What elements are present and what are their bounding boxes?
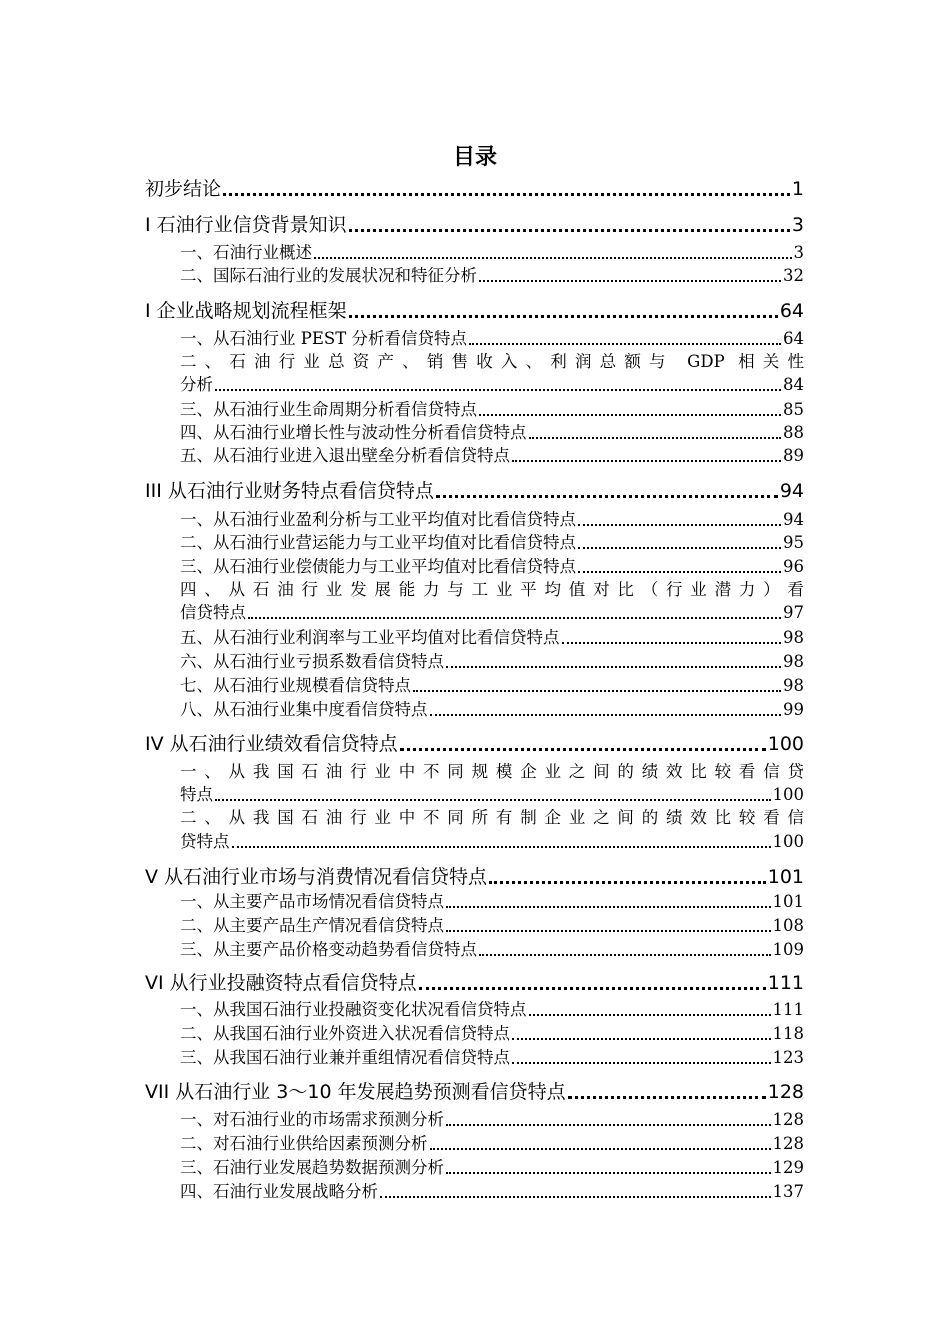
toc-item-text: 三、从石油行业生命周期分析看信贷特点 <box>180 400 477 419</box>
toc-item[interactable] <box>180 674 804 697</box>
toc-item-text: 二、从我国石油行业外资进入状况看信贷特点 <box>180 1024 510 1043</box>
toc-page-number: 129 <box>772 1158 804 1177</box>
toc-page-number: 32 <box>783 266 804 285</box>
toc-page-number: 3 <box>793 243 804 262</box>
toc-page-number: 109 <box>772 940 804 959</box>
toc-item[interactable] <box>180 241 804 264</box>
toc-item-text: 一、石油行业概述 <box>180 243 312 262</box>
toc-item-text: 七、从石油行业规模看信贷特点 <box>180 676 411 695</box>
dot-leader <box>223 193 790 196</box>
toc-item[interactable] <box>180 783 804 806</box>
toc-page-number: 128 <box>767 1081 804 1103</box>
toc-item[interactable] <box>180 1022 804 1045</box>
dot-leader <box>349 229 790 232</box>
dot-leader <box>562 642 782 644</box>
toc-page-number: 101 <box>772 892 804 911</box>
toc-item[interactable] <box>180 531 804 554</box>
toc-item[interactable] <box>180 327 804 350</box>
toc-item[interactable] <box>180 508 804 531</box>
toc-page-number: 64 <box>779 300 804 322</box>
toc-page-number: 128 <box>772 1134 804 1153</box>
dot-leader <box>469 343 781 345</box>
dot-leader <box>489 881 766 884</box>
toc-heading-text: VII 从石油行业 3～10 年发展趋势预测看信贷特点 <box>145 1081 566 1103</box>
toc-item-wrapped-line: 一、从我国石油行业中不同规模企业之间的绩效比较看信贷 <box>180 762 804 781</box>
toc-item[interactable] <box>180 914 804 937</box>
toc-page-number: 85 <box>783 400 804 419</box>
toc-item-text: 六、从石油行业亏损系数看信贷特点 <box>180 652 444 671</box>
toc-item-wrapped-line: 二、石油行业总资产、销售收入、利润总额与 GDP 相关性 <box>180 352 804 371</box>
toc-item[interactable] <box>180 398 804 421</box>
toc-item-text: 一、从我国石油行业投融资变化状况看信贷特点 <box>180 1000 527 1019</box>
toc-item-text: 三、从主要产品价格变动趋势看信贷特点 <box>180 940 477 959</box>
toc-page-number: 95 <box>783 533 804 552</box>
toc-item[interactable] <box>180 830 804 853</box>
toc-page-number: 99 <box>783 700 804 719</box>
toc-page-number: 101 <box>767 866 804 888</box>
toc-page-number: 100 <box>772 785 804 804</box>
dot-leader <box>568 1096 766 1099</box>
toc-heading-text: 初步结论 <box>145 178 222 200</box>
toc-page-number: 88 <box>783 423 804 442</box>
toc-item-text: 一、从石油行业盈利分析与工业平均值对比看信贷特点 <box>180 510 576 529</box>
toc-item-text: 二、从主要产品生产情况看信贷特点 <box>180 916 444 935</box>
toc-item-text: 三、从石油行业偿债能力与工业平均值对比看信贷特点 <box>180 557 576 576</box>
toc-page-number: 98 <box>783 652 804 671</box>
toc-heading-text: VI 从行业投融资特点看信贷特点 <box>145 972 417 994</box>
toc-page-number: 108 <box>772 916 804 935</box>
dot-leader <box>215 389 781 391</box>
toc-heading[interactable] <box>145 478 804 504</box>
toc-heading[interactable] <box>145 298 804 324</box>
toc-page-number: 137 <box>772 1182 804 1201</box>
dot-leader <box>400 748 766 751</box>
toc-heading[interactable] <box>145 212 804 238</box>
toc-heading[interactable] <box>145 1079 804 1105</box>
toc-page-number: 111 <box>767 972 804 994</box>
toc-item[interactable] <box>180 626 804 649</box>
dot-leader <box>578 524 781 526</box>
toc-item-text: 二、对石油行业供给因素预测分析 <box>180 1134 428 1153</box>
toc-item-text: 八、从石油行业集中度看信贷特点 <box>180 700 428 719</box>
dot-leader <box>446 666 781 668</box>
toc-item[interactable] <box>180 998 804 1021</box>
toc-item-text: 贷特点 <box>180 832 230 851</box>
toc-page-number: 98 <box>783 628 804 647</box>
toc-heading[interactable] <box>145 970 804 996</box>
toc-item-text: 一、从石油行业 PEST 分析看信贷特点 <box>180 329 467 348</box>
dot-leader <box>479 954 771 956</box>
dot-leader <box>419 987 766 990</box>
toc-item[interactable] <box>180 1156 804 1179</box>
toc-item[interactable] <box>180 1180 804 1203</box>
dot-leader <box>436 495 778 498</box>
toc-page-number: 96 <box>783 557 804 576</box>
toc-item-text: 一、从主要产品市场情况看信贷特点 <box>180 892 444 911</box>
toc-page-number: 97 <box>783 603 804 622</box>
page-title: 目录 <box>452 145 497 170</box>
toc-page-number: 111 <box>772 1000 804 1019</box>
toc-item-text: 二、从石油行业营运能力与工业平均值对比看信贷特点 <box>180 533 576 552</box>
toc-page-number: 94 <box>783 510 804 529</box>
dot-leader <box>446 1124 771 1126</box>
dot-leader <box>479 414 781 416</box>
toc-item[interactable] <box>180 264 804 287</box>
dot-leader <box>349 315 778 318</box>
dot-leader <box>446 930 771 932</box>
toc-item[interactable] <box>180 1132 804 1155</box>
toc-page-number: 100 <box>767 733 804 755</box>
toc-item-text: 五、从石油行业利润率与工业平均值对比看信贷特点 <box>180 628 560 647</box>
toc-item[interactable] <box>180 1046 804 1069</box>
toc-item[interactable] <box>180 1108 804 1131</box>
toc-item[interactable] <box>180 444 804 467</box>
toc-item[interactable] <box>180 650 804 673</box>
dot-leader <box>529 1014 771 1016</box>
dot-leader <box>215 799 771 801</box>
toc-heading[interactable] <box>145 731 804 757</box>
toc-item-text: 三、从我国石油行业兼并重组情况看信贷特点 <box>180 1048 510 1067</box>
dot-leader <box>314 257 792 259</box>
toc-page-number: 94 <box>779 480 804 502</box>
toc-item-wrapped-line: 四、从石油行业发展能力与工业平均值对比（行业潜力）看 <box>180 580 804 599</box>
toc-item-text: 一、对石油行业的市场需求预测分析 <box>180 1110 444 1129</box>
dot-leader <box>512 1038 771 1040</box>
toc-page-number: 84 <box>783 375 804 394</box>
dot-leader <box>413 690 781 692</box>
toc-heading-text: V 从石油行业市场与消费情况看信贷特点 <box>145 866 488 888</box>
toc-item[interactable] <box>180 421 804 444</box>
dot-leader <box>380 1196 771 1198</box>
toc-item[interactable] <box>180 698 804 721</box>
toc-heading-text: I 石油行业信贷背景知识 <box>145 214 347 236</box>
dot-leader <box>232 846 771 848</box>
toc-page-number: 118 <box>772 1024 804 1043</box>
toc-heading[interactable] <box>145 176 804 202</box>
dot-leader <box>578 547 781 549</box>
toc-item-text: 四、石油行业发展战略分析 <box>180 1182 378 1201</box>
dot-leader <box>446 1172 771 1174</box>
toc-page-number: 1 <box>791 178 804 200</box>
toc-item-text: 分析 <box>180 375 213 394</box>
toc-item-text: 三、石油行业发展趋势数据预测分析 <box>180 1158 444 1177</box>
toc-item-wrapped-line: 二、从我国石油行业中不同所有制企业之间的绩效比较看信 <box>180 808 804 827</box>
dot-leader <box>479 280 781 282</box>
dot-leader <box>529 437 782 439</box>
dot-leader <box>578 571 781 573</box>
dot-leader <box>248 617 781 619</box>
toc-item-text: 特点 <box>180 785 213 804</box>
toc-page-number: 64 <box>783 329 804 348</box>
toc-page-number: 100 <box>772 832 804 851</box>
dot-leader <box>430 714 782 716</box>
toc-page-number: 3 <box>791 214 804 236</box>
toc-item[interactable] <box>180 890 804 913</box>
toc-page-number: 128 <box>772 1110 804 1129</box>
toc-item[interactable] <box>180 373 804 396</box>
toc-heading[interactable] <box>145 864 804 890</box>
toc-item-text: 四、从石油行业增长性与波动性分析看信贷特点 <box>180 423 527 442</box>
dot-leader <box>446 906 771 908</box>
toc-item-text: 二、国际石油行业的发展状况和特征分析 <box>180 266 477 285</box>
toc-heading-text: IV 从石油行业绩效看信贷特点 <box>145 733 398 755</box>
dot-leader <box>512 1062 771 1064</box>
dot-leader <box>512 460 781 462</box>
toc-item[interactable] <box>180 938 804 961</box>
dot-leader <box>430 1148 771 1150</box>
toc-item-text: 信贷特点 <box>180 603 246 622</box>
toc-item[interactable] <box>180 555 804 578</box>
toc-item[interactable] <box>180 601 804 624</box>
toc-page-number: 123 <box>772 1048 804 1067</box>
toc-page-number: 98 <box>783 676 804 695</box>
toc-heading-text: III 从石油行业财务特点看信贷特点 <box>145 480 434 502</box>
toc-heading-text: I 企业战略规划流程框架 <box>145 300 347 322</box>
toc-page-number: 89 <box>783 446 804 465</box>
toc-item-text: 五、从石油行业进入退出壁垒分析看信贷特点 <box>180 446 510 465</box>
